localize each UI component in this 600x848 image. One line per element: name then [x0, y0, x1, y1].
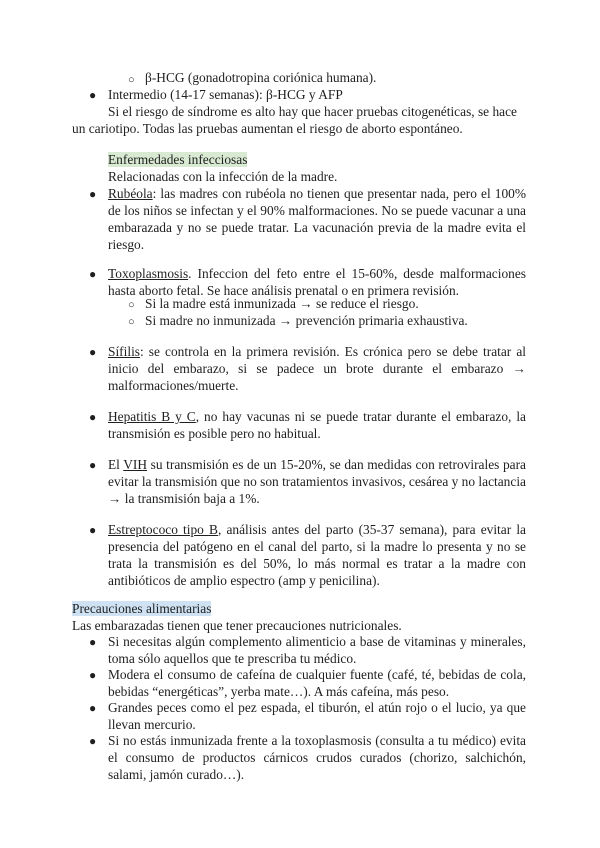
estrepto-paragraph	[108, 521, 526, 589]
hepatitis-text: , no hay vacunas ni se puede tratar durante el embarazo, la transmisión es posible pero no habitual.	[108, 409, 526, 441]
bullet-marker: ●	[89, 187, 97, 201]
bullet-marker: ●	[89, 523, 97, 537]
bullet-marker: ●	[89, 410, 97, 424]
alimentarias-item: Grandes peces como el pez espada, el tiburón, el atún rojo o el lucio, ya que llevan mercurio.	[108, 700, 526, 732]
sub-bullet-marker: ○	[128, 316, 135, 328]
toxo-text: . Infeccion del feto entre el 15-60%, desde malformaciones hasta aborto fetal. Se hace análisis prenatal o en primera revisión.	[108, 266, 526, 298]
hepatitis-term: Hepatitis B y C	[108, 409, 196, 424]
alimentarias-item: Modera el consumo de cafeína de cualquier fuente (café, té, bebidas de cola, bebidas “energéticas”, yerba mate…). A más cafeína, más peso.	[108, 667, 526, 699]
bullet-marker: ●	[89, 668, 97, 682]
alimentarias-intro: Las embarazadas tienen que tener precauciones nutricionales.	[72, 618, 402, 633]
hepatitis-paragraph	[108, 408, 526, 442]
rubeola-term: Rubéola	[108, 186, 153, 201]
bullet-marker: ●	[89, 635, 97, 649]
toxo-term: Toxoplasmosis	[108, 266, 189, 281]
intermedio-line: Intermedio (14-17 semanas): β-HCG y AFP	[108, 87, 343, 102]
bullet-marker: ●	[89, 458, 97, 472]
bullet-marker: ●	[89, 345, 97, 359]
sifilis-paragraph	[108, 343, 526, 394]
bullet-marker: ●	[89, 88, 97, 102]
heading-text: Precauciones alimentarias	[72, 601, 212, 616]
cariotipo-line-1: Si el riesgo de síndrome es alto hay que hacer pruebas citogenéticas, se hace	[108, 104, 518, 119]
alimentarias-item: Si no estás inmunizada frente a la toxoplasmosis (consulta a tu médico) evita el consumo de productos cárnicos crudos curados (chorizo, salchichón, salami, jamón curado…).	[108, 733, 526, 782]
rubeola-text: : las madres con rubéola no tienen que presentar nada, pero el 100% de los niños se infectan y el 90% malformaciones. No se puede vacunar a una embarazada y no se puede tratar. La vacunación previa de la madre evita el riesgo.	[108, 186, 526, 252]
bhcg-line: β-HCG (gonadotropina coriónica humana).	[145, 70, 377, 85]
vih-term: VIH	[123, 457, 148, 472]
sub-bullet-marker: ○	[128, 74, 135, 86]
rubeola-paragraph	[108, 185, 526, 253]
vih-paragraph	[108, 456, 526, 507]
estrepto-text: , análisis antes del parto (35-37 semana), para evitar la presencia del patógeno en el canal del parto, si la madre lo presenta y no se trata la transmisión es del 50%, lo más normal es tratar a la madre con antibióticos de amplio espectro (amp y penicilina).	[108, 522, 526, 588]
bullet-marker: ●	[89, 701, 97, 715]
bullet-marker: ●	[89, 267, 97, 281]
heading-text: Enfermedades infecciosas	[108, 152, 248, 167]
toxo-paragraph	[108, 265, 526, 299]
cariotipo-line-2: un cariotipo. Todas las pruebas aumentan el riesgo de aborto espontáneo.	[72, 121, 463, 136]
estrepto-term: Estreptococo tipo B	[108, 522, 218, 537]
alimentarias-item: Si necesitas algún complemento alimenticio a base de vitaminas y minerales, toma sólo aquellos que te prescriba tu médico.	[108, 634, 526, 666]
toxo-sub-2: Si madre no inmunizada → prevención primaria exhaustiva.	[145, 313, 468, 328]
section-heading-alimentarias	[72, 600, 211, 617]
sifilis-text: : se controla en la primera revisión. Es crónica pero se debe tratar al inicio del embarazo, si se padece un brote durante el embarazo → malformaciones/muerte.	[108, 344, 526, 393]
vih-text: su transmisión es de un 15-20%, se dan medidas con retrovirales para evitar la transmisión que no son tratamientos invasivos, cesárea y no lactancia → la transmisión baja a 1%.	[108, 457, 527, 506]
section-heading-infecciosas	[108, 151, 247, 168]
sifilis-term: Sífilis	[108, 344, 140, 359]
toxo-sub-1: Si la madre está inmunizada → se reduce el riesgo.	[145, 296, 419, 311]
infecciosas-intro: Relacionadas con la infección de la madre.	[108, 169, 338, 184]
bullet-marker: ●	[89, 734, 97, 748]
sub-bullet-marker: ○	[128, 299, 135, 311]
vih-pre: El	[108, 457, 124, 472]
